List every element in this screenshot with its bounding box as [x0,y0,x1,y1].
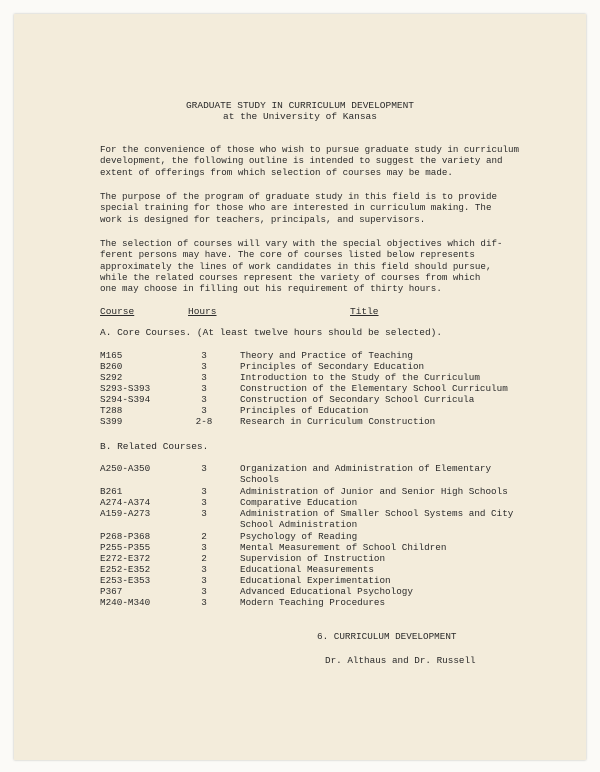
course-code: P367 [100,586,123,597]
course-row [14,553,586,564]
course-title: Principles of Secondary Education [240,361,425,372]
course-hours: 3 [201,497,207,508]
course-title: Comparative Education [240,497,358,508]
course-row [14,564,586,575]
page-subtitle: at the University of Kansas [223,111,377,122]
course-code: S399 [100,416,123,427]
course-row [14,394,586,405]
course-title: Mental Measurement of School Children [240,542,447,553]
course-title: Principles of Education [240,405,369,416]
course-title: Theory and Practice of Teaching [240,350,413,361]
course-hours: 3 [201,564,207,575]
selection-paragraph: The selection of courses will vary with the special objectives which dif- ferent persons may have. The core of courses listed below represents approximately the lines of work candidates in this field should pursue, while the related courses represent the variety of courses from which one may choose in filling out his requirement of thirty hours. [100,238,503,295]
course-hours: 3 [201,405,207,416]
course-hours: 3 [201,486,207,497]
course-code: A159-A273 [100,508,151,519]
course-code: E252-E352 [100,564,151,575]
course-column-header: Course [100,306,135,317]
course-row [14,575,586,586]
course-title: Research in Curriculum Construction [240,416,436,427]
hours-column-header: Hours [188,306,217,317]
course-row [14,350,586,361]
related-courses-heading: B. Related Courses. [100,441,209,452]
course-code: B260 [100,361,123,372]
course-title: Psychology of Reading [240,531,358,542]
course-row [14,486,586,497]
course-title: Educational Measurements [240,564,374,575]
course-code: E272-E372 [100,553,151,564]
course-hours: 3 [201,586,207,597]
section-label: 6. CURRICULUM DEVELOPMENT [317,631,457,642]
course-hours: 2-8 [195,416,213,427]
page-title: GRADUATE STUDY IN CURRICULUM DEVELOPMENT [185,100,415,111]
course-title: Administration of Smaller School Systems and City School Administration [240,508,514,530]
course-row [14,372,586,383]
course-hours: 3 [201,575,207,586]
course-row [14,361,586,372]
course-row [14,586,586,597]
course-row [14,508,586,530]
course-row [14,383,586,394]
course-code: M165 [100,350,123,361]
course-hours: 3 [201,394,207,405]
course-row [14,416,586,427]
course-hours: 3 [201,361,207,372]
course-hours: 2 [201,531,207,542]
course-hours: 3 [201,508,207,519]
course-code: B261 [100,486,123,497]
course-hours: 3 [201,383,207,394]
authors-line: Dr. Althaus and Dr. Russell [325,655,476,666]
title-column-header: Title [350,306,379,317]
course-code: S294-S394 [100,394,151,405]
purpose-paragraph: The purpose of the program of graduate study in this field is to provide special training for those who are interested in curriculum making. The work is designed for teachers, principals, and supervisors. [100,191,497,225]
course-code: P268-P368 [100,531,151,542]
course-hours: 3 [201,597,207,608]
course-title: Organization and Administration of Elementary Schools [240,463,492,485]
course-code: S293-S393 [100,383,151,394]
course-hours: 3 [201,542,207,553]
course-title: Educational Experimentation [240,575,391,586]
course-code: A274-A374 [100,497,151,508]
course-hours: 2 [201,553,207,564]
course-code: T288 [100,405,123,416]
course-code: E253-E353 [100,575,151,586]
course-row [14,405,586,416]
course-row [14,497,586,508]
course-hours: 3 [201,372,207,383]
course-title: Administration of Junior and Senior High Schools [240,486,508,497]
document-page [14,14,586,760]
course-title: Modern Teaching Procedures [240,597,386,608]
course-hours: 3 [201,463,207,474]
course-hours: 3 [201,350,207,361]
course-row [14,531,586,542]
course-row [14,463,586,485]
course-title: Advanced Educational Psychology [240,586,413,597]
core-courses-heading: A. Core Courses. (At least twelve hours should be selected). [100,327,443,338]
course-row [14,542,586,553]
course-title: Introduction to the Study of the Curriculum [240,372,480,383]
course-title: Supervision of Instruction [240,553,386,564]
course-code: P255-P355 [100,542,151,553]
course-code: A250-A350 [100,463,151,474]
course-title: Construction of the Elementary School Curriculum [240,383,508,394]
course-title: Construction of Secondary School Curricula [240,394,475,405]
course-code: M240-M340 [100,597,151,608]
course-row [14,597,586,608]
intro-paragraph: For the convenience of those who wish to pursue graduate study in curriculum development, the following outline is intended to suggest the variety and extent of offerings from which selection of courses may be made. [100,144,520,178]
course-code: S292 [100,372,123,383]
